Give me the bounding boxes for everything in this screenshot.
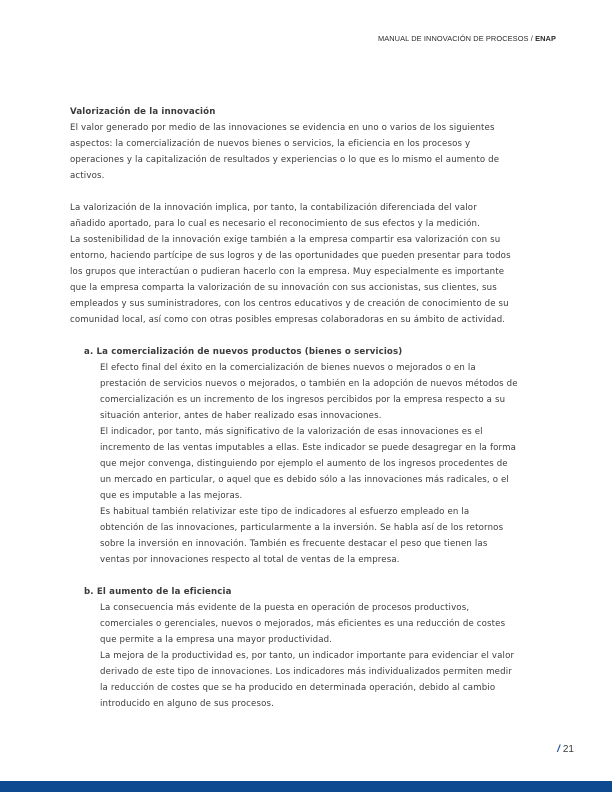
text-line: que es imputable a las mejoras. (100, 491, 243, 501)
page-number-value: 21 (562, 744, 574, 755)
text-line: los grupos que interactúan o pudieran hacerlo con la empresa. Muy especialmente es importante (70, 267, 505, 277)
text-line: operaciones y la capitalización de resultados y experiencias o lo que es lo mismo el aumento de (70, 155, 500, 165)
section-b-body (100, 600, 550, 712)
text-line: la reducción de costes que se ha producido en determinada operación, debido al cambio (100, 683, 496, 693)
section-a (84, 344, 550, 568)
header-separator: / (530, 34, 533, 43)
text-line: El valor generado por medio de las innovaciones se evidencia en uno o varios de los siguientes (70, 123, 495, 133)
text-line: que la empresa comparta la valorización de su innovación con sus accionistas, sus clientes, sus (70, 283, 497, 293)
text-line: El efecto final del éxito en la comercialización de bienes nuevos o mejorados o en la (100, 363, 476, 373)
text-line: comercialización es un incremento de los ingresos percibidos por la empresa respecto a su (100, 395, 506, 405)
footer-accent-bar (0, 781, 612, 792)
page-number (557, 744, 574, 755)
text-line: La sostenibilidad de la innovación exige también a la empresa compartir esa valorización con su (70, 235, 501, 245)
header-org: ENAP (535, 34, 556, 43)
text-line: que mejor convenga, distinguiendo por ejemplo el aumento de los ingresos procedentes de (100, 459, 508, 469)
text-line: La consecuencia más evidente de la puesta en operación de procesos productivos, (100, 603, 470, 613)
text-line: El indicador, por tanto, más significativo de la valorización de esas innovaciones es el (100, 427, 483, 437)
section-a-title: a. La comercialización de nuevos productos (bienes o servicios) (84, 347, 403, 357)
text-line: Es habitual también relativizar este tipo de indicadores al esfuerzo empleado en la (100, 507, 470, 517)
text-line: aspectos: la comercialización de nuevos bienes o servicios, la eficiencia en los procesos y (70, 139, 471, 149)
section-b-title: b. El aumento de la eficiencia (84, 587, 232, 597)
text-line: entorno, haciendo partícipe de sus logros y de las oportunidades que pueden presentar para todos (70, 251, 511, 261)
text-line: sobre la inversión en innovación. También es frecuente destacar el peso que tienen las (100, 539, 488, 549)
section-b (84, 584, 550, 712)
running-header (378, 34, 556, 43)
text-line: un mercado en particular, o aquel que es debido sólo a las innovaciones más radicales, o el (100, 475, 509, 485)
text-line: introducido en alguno de sus procesos. (100, 699, 275, 709)
text-line: añadido aportado, para lo cual es necesario el reconocimiento de sus efectos y la medición. (70, 219, 481, 229)
text-line: obtención de las innovaciones, particularmente a la inversión. Se habla así de los retornos (100, 523, 504, 533)
paragraph-gap (70, 184, 550, 200)
text-line: empleados y sus suministradores, con los centros educativos y de creación de conocimiento de su (70, 299, 509, 309)
text-line: situación anterior, antes de haber realizado esas innovaciones. (100, 411, 382, 421)
text-line: prestación de servicios nuevos o mejorados, o también en la adopción de nuevos métodos de (100, 379, 518, 389)
text-line: ventas por innovaciones respecto al total de ventas de la empresa. (100, 555, 400, 565)
page-number-slash: / (557, 744, 560, 755)
text-line: comunidad local, así como con otras posibles empresas colaboradoras en su ámbito de actividad. (70, 315, 506, 325)
paragraph-gap (70, 568, 550, 584)
text-line: incremento de las ventas imputables a ellas. Este indicador se puede desagregar en la forma (100, 443, 517, 453)
text-line: La mejora de la productividad es, por tanto, un indicador importante para evidenciar el valor (100, 651, 515, 661)
paragraph-gap (70, 328, 550, 344)
text-line: derivado de este tipo de innovaciones. Los indicadores más individualizados permiten medir (100, 667, 512, 677)
text-line: activos. (70, 171, 105, 181)
intro-paragraph-2 (70, 200, 550, 328)
text-line: comerciales o gerenciales, nuevos o mejorados, más eficientes es una reducción de costes (100, 619, 506, 629)
header-title: MANUAL DE INNOVACIÓN DE PROCESOS (377, 34, 529, 43)
intro-paragraph-1 (70, 120, 550, 184)
section-heading: Valorización de la innovación (70, 107, 216, 117)
text-line: La valorización de la innovación implica, por tanto, la contabilización diferenciada del valor (70, 203, 477, 213)
section-a-body (100, 360, 550, 568)
text-line: que permite a la empresa una mayor productividad. (100, 635, 333, 645)
page-content (70, 104, 550, 712)
